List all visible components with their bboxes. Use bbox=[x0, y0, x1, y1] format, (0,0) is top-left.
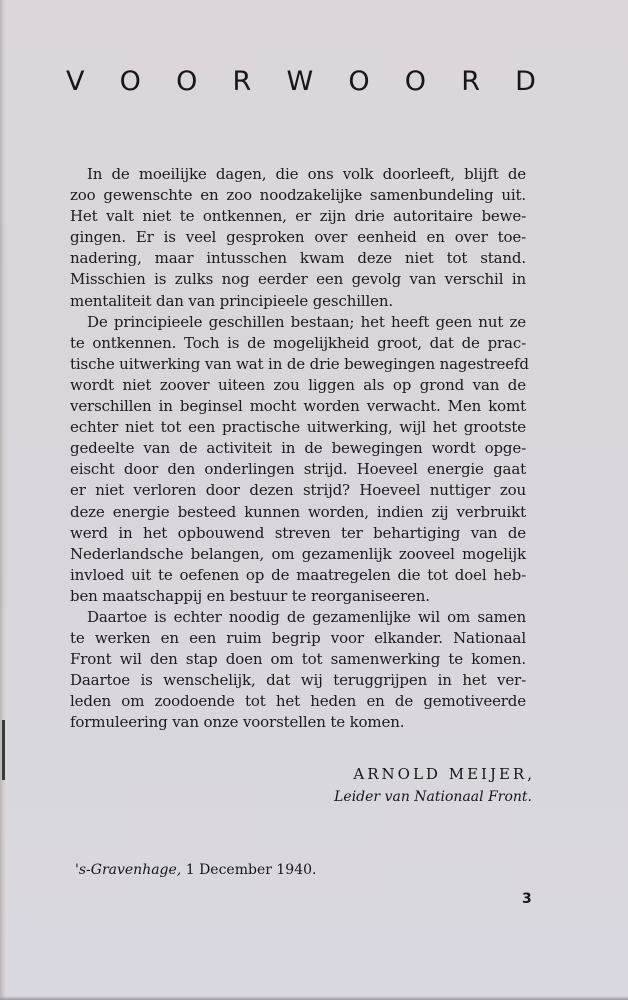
text-line: ben maatschappij en bestuur te reorganiseeren. bbox=[70, 586, 430, 605]
text-line: In de moeilijke dagen, die ons volk doorleeft, blijft de bbox=[87, 165, 526, 183]
place-date bbox=[75, 862, 316, 878]
text-line: formuleering van onze voorstellen te komen. bbox=[70, 713, 405, 732]
text-line: te ontkennen. Toch is de mogelijkheid groot, dat de prac- bbox=[70, 333, 526, 352]
text-line: De principieele geschillen bestaan; het heeft geen nut ze bbox=[87, 312, 526, 331]
page-title bbox=[66, 66, 536, 97]
text-line: Front wil den stap doen om tot samenwerking te komen. bbox=[70, 650, 526, 669]
text-line: deze energie besteed kunnen worden, indien zij verbruikt bbox=[70, 502, 526, 521]
title-letter: V bbox=[66, 66, 85, 97]
page-left-edge bbox=[0, 0, 6, 1000]
text-line: Daartoe is wenschelijk, dat wij teruggrijpen in het ver- bbox=[70, 671, 526, 690]
text-line: Misschien is zulks nog eerder een gevolg van verschil in bbox=[70, 270, 526, 289]
date: 1 December 1940. bbox=[185, 862, 317, 878]
title-letter: D bbox=[515, 66, 536, 97]
title-letter: R bbox=[232, 66, 252, 97]
text-line: leden om zoodoende tot het heden en de gemotiveerde bbox=[70, 692, 526, 711]
text-line: eischt door den onderlingen strijd. Hoeveel energie gaat bbox=[70, 460, 526, 479]
title-letter: O bbox=[348, 66, 370, 97]
text-line: Nederlandsche belangen, om gezamenlijk zooveel mogelijk bbox=[70, 544, 526, 563]
text-line: tische uitwerking van wat in de drie bewegingen nagestreefd bbox=[70, 354, 529, 373]
text-line: zoo gewenschte en zoo noodzakelijke samenbundeling uit. bbox=[70, 186, 526, 205]
signature-block bbox=[334, 765, 535, 805]
text-line: gingen. Er is veel gesproken over eenheid en over toe- bbox=[70, 228, 526, 247]
text-line: nadering, maar intusschen kwam deze niet tot stand. bbox=[70, 249, 526, 268]
title-letter: O bbox=[404, 66, 427, 97]
title-letter: O bbox=[119, 66, 141, 97]
paragraph-1 bbox=[70, 164, 526, 312]
text-line: Het valt niet te ontkennen, er zijn drie autoritaire bewe- bbox=[70, 207, 526, 226]
title-letter: R bbox=[461, 66, 480, 97]
place: 's-Gravenhage, bbox=[75, 862, 182, 878]
text-line: invloed uit te oefenen op de maatregelen die tot doel heb- bbox=[70, 565, 526, 584]
text-line: er niet verloren door dezen strijd? Hoeveel nuttiger zou bbox=[70, 481, 526, 500]
paragraph-2 bbox=[70, 312, 529, 607]
paragraph-3 bbox=[70, 607, 526, 734]
binding-mark bbox=[2, 720, 5, 780]
page-bottom-edge bbox=[0, 996, 628, 1000]
text-line: gedeelte van de activiteit in de bewegingen wordt opge- bbox=[70, 439, 526, 458]
text-line: te werken en een ruim begrip voor elkander. Nationaal bbox=[70, 629, 526, 648]
foreword-body bbox=[70, 164, 529, 734]
author-name: ARNOLD MEIJER, bbox=[353, 765, 535, 783]
title-letter: O bbox=[176, 66, 198, 97]
text-line: verschillen in beginsel mocht worden verwacht. Men komt bbox=[70, 397, 526, 416]
title-letter: W bbox=[286, 66, 314, 97]
text-line: Daartoe is echter noodig de gezamenlijke wil om samen bbox=[87, 607, 526, 626]
text-line: wordt niet zoover uiteen zou liggen als op grond van de bbox=[70, 375, 526, 394]
text-line: werd in het opbouwend streven ter behartiging van de bbox=[70, 523, 526, 542]
page-number: 3 bbox=[522, 891, 532, 907]
text-line: echter niet tot een practische uitwerking, wijl het grootste bbox=[70, 418, 526, 437]
text-line: mentaliteit dan van principieele geschillen. bbox=[70, 291, 394, 310]
author-role: Leider van Nationaal Front. bbox=[334, 789, 532, 805]
